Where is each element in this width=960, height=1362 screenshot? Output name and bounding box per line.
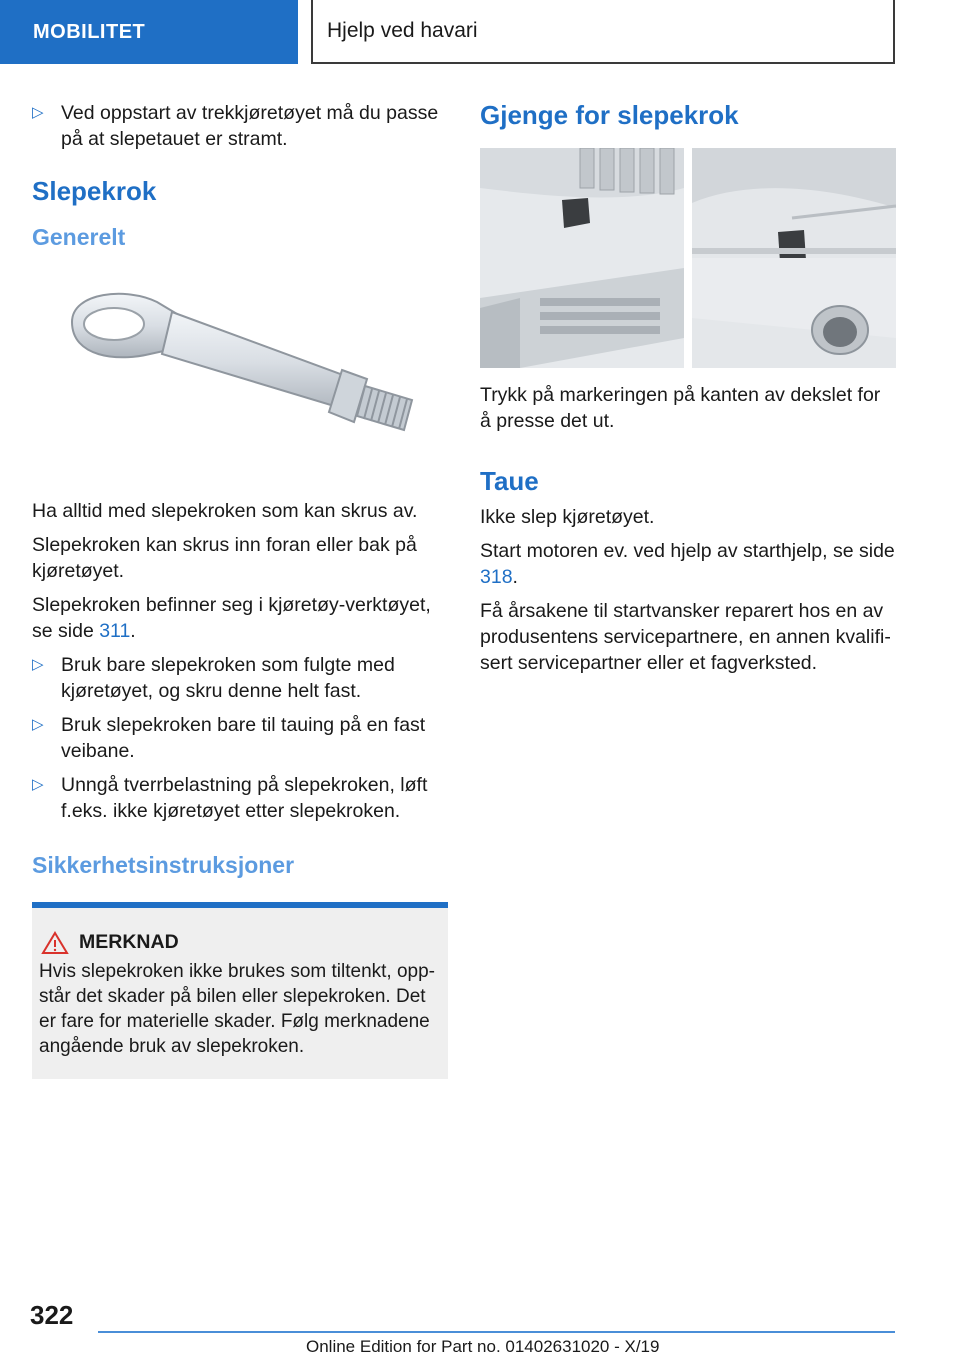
paragraph: Få årsakene til startvansker reparert hos en av produsentens servicepartnere, en annen kvalifisert servicepartner eller et fagverksted. — [480, 600, 891, 674]
bullet-text: Bruk bare slepekroken som fulgte med kjøretøyet, og skru denne helt fast. — [61, 654, 395, 702]
paragraph: Ha alltid med slepekroken som kan skrus av. — [32, 500, 418, 522]
photo-caption: Trykk på markeringen på kanten av dekslet for å presse det ut. — [480, 384, 881, 432]
bullet-text: Ved oppstart av trekkjøretøyet må du passe på at slepetauet er stramt. — [61, 102, 439, 150]
section-title: Hjelp ved havari — [311, 0, 895, 64]
chapter-tab: MOBILITET — [0, 0, 298, 64]
page-link-311[interactable]: 311 — [99, 620, 131, 642]
bullet-triangle-icon: ▷ — [32, 716, 44, 733]
bullet-text: Unngå tverrbelastning på slepekroken, løft f.eks. ikke kjøretøyet etter slepekroken. — [61, 774, 428, 822]
right-column — [480, 100, 896, 684]
front-bumper-photo — [480, 148, 684, 368]
heading-slepekrok: Slepekrok — [32, 176, 157, 206]
notice-box — [32, 902, 448, 1079]
bullet-triangle-icon: ▷ — [32, 776, 44, 793]
tow-hook-illustration — [32, 262, 448, 482]
photo-pair — [480, 148, 896, 368]
heading-generelt: Generelt — [32, 224, 126, 250]
footer-edition: Online Edition for Part no. 01402631020 - X/19 — [306, 1337, 660, 1356]
left-column — [32, 100, 448, 1079]
heading-gjenge: Gjenge for slepekrok — [480, 100, 739, 130]
page-number: 322 — [30, 1300, 74, 1330]
footer-divider — [98, 1331, 895, 1333]
page-link-318[interactable]: 318 — [480, 566, 513, 588]
notice-text: Hvis slepekroken ikke brukes som tiltenkt, oppstår det skader på bilen eller slepekroken. Det er fare for materielle skader. Følg merknadene angående bruk av slepekroken. — [39, 961, 435, 1057]
warning-icon — [41, 931, 69, 955]
bullet-text: Bruk slepekroken bare til tauing på en fast veibane. — [61, 714, 426, 762]
bullet-triangle-icon: ▷ — [32, 104, 44, 121]
paragraph: Ikke slep kjøretøyet. — [480, 506, 655, 528]
list-item — [32, 712, 448, 764]
list-item — [32, 100, 448, 152]
list-item — [32, 772, 448, 824]
heading-sikkerhet: Sikkerhetsinstruksjoner — [32, 852, 295, 878]
paragraph: Slepekroken kan skrus inn foran eller bak på kjøretøyet. — [32, 534, 417, 582]
paragraph: Start motoren ev. ved hjelp av starthjelp, se side 318. — [480, 540, 895, 588]
heading-taue: Taue — [480, 466, 539, 496]
rear-bumper-photo — [692, 148, 896, 368]
notice-title: MERKNAD — [79, 931, 179, 953]
list-item — [32, 652, 448, 704]
bullet-triangle-icon: ▷ — [32, 656, 44, 673]
paragraph: Slepekroken befinner seg i kjøretøy-verktøyet, se side 311. — [32, 594, 431, 642]
